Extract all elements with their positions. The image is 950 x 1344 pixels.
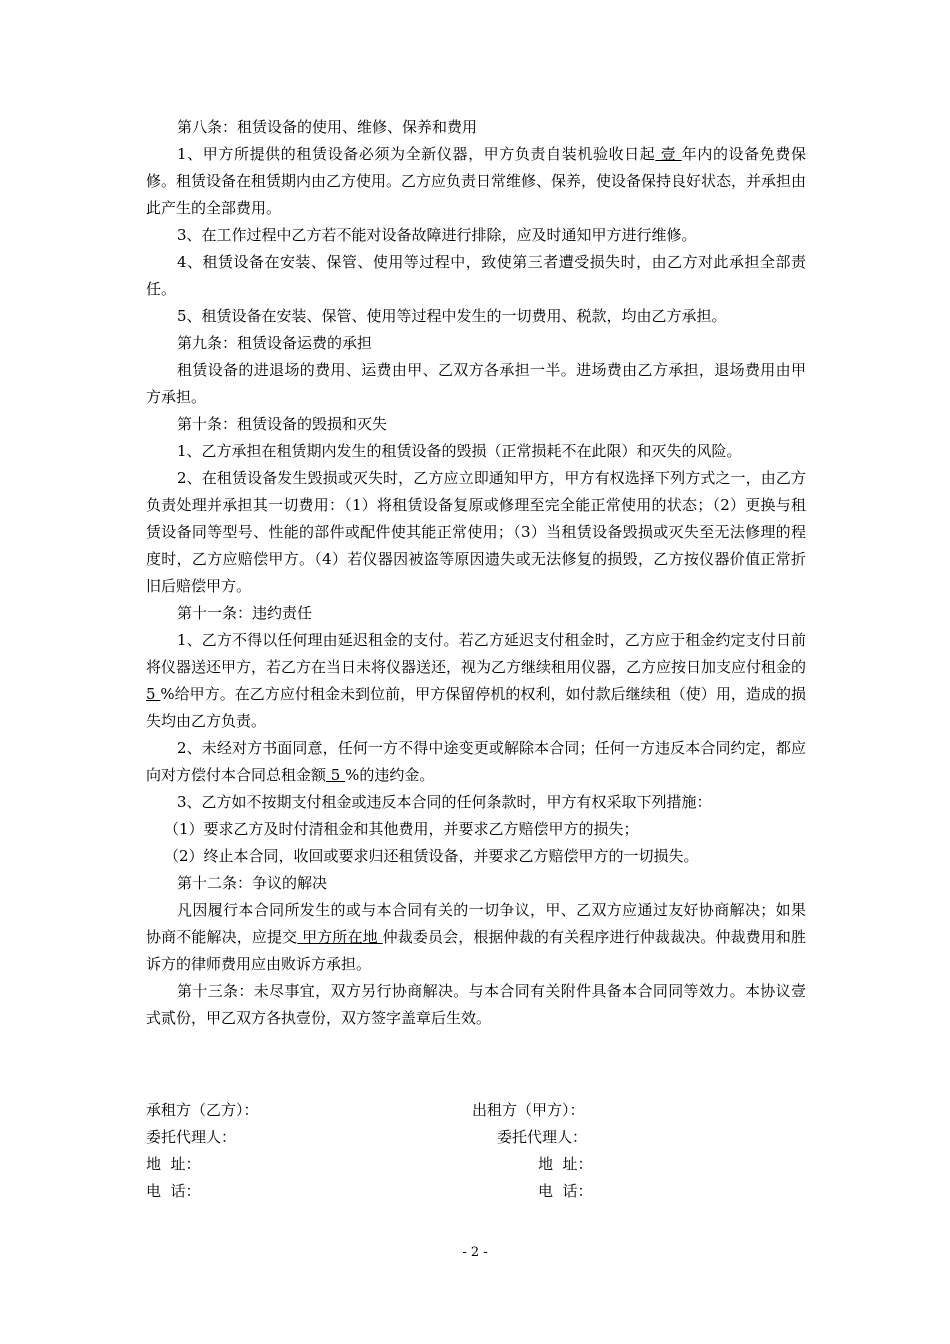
clause-text: 2、未经对方书面同意，任何一方不得中途变更或解除本合同；任何一方违反本合同约定，都应向对方偿付本合同总租金额 (146, 739, 806, 784)
article-11-clause-2 (146, 735, 806, 789)
lessor-signature-block (472, 1097, 593, 1205)
article-8-clause-4: 4、租赁设备在安装、保管、使用等过程中，致使第三者遭受损失时，由乙方对此承担全部责任。 (146, 253, 806, 298)
article-10-title: 第十条：租赁设备的毁损和灭失 (177, 415, 388, 433)
article-11-clause-1 (146, 627, 806, 735)
arbitration-place: 甲方所在地 (297, 928, 383, 946)
article-8-clause-5: 5、租赁设备在安装、保管、使用等过程中发生的一切费用、税款，均由乙方承担。 (177, 307, 727, 325)
clause-text: 年内的设备免费保修。租赁设备在租赁期内由乙方使用。乙方应负责日常维修、保养，使设备保持良好状态，并承担由此产生的全部费用。 (146, 145, 807, 217)
lessee-label: 承租方（乙方）： (146, 1101, 259, 1119)
penalty-rate: 5 (326, 766, 346, 784)
late-fee-rate: 5 (146, 685, 161, 703)
article-8-title: 第八条：租赁设备的使用、维修、保养和费用 (177, 118, 478, 136)
clause-text: 1、甲方所提供的租赁设备必须为全新仪器，甲方负责自装机验收日起 (177, 145, 656, 163)
article-12-title: 第十二条：争议的解决 (177, 874, 328, 892)
clause-text: %给甲方。在乙方应付租金未到位前，甲方保留停机的权利，如付款后继续租（使）用，造成的损失均由乙方负责。 (146, 685, 807, 730)
lessor-address-label: 地 址： (538, 1155, 593, 1173)
lessee-phone-label: 电 话： (146, 1182, 201, 1200)
article-10-clause-1: 1、乙方承担在租赁期内发生的租赁设备的毁损（正常损耗不在此限）和灭失的风险。 (177, 442, 742, 460)
clause-text: 仲裁委员会，根据仲裁的有关程序进行仲裁裁决。仲裁费用和胜诉方的律师费用应由败诉方承担。 (146, 928, 806, 973)
lessor-phone-label: 电 话： (538, 1182, 593, 1200)
contract-body (146, 114, 806, 1032)
article-9-clause-1: 租赁设备的进退场的费用、运费由甲、乙双方各承担一半。进场费由乙方承担，退场费用由甲方承担。 (146, 361, 806, 406)
article-9-title: 第九条：租赁设备运费的承担 (177, 334, 373, 352)
article-10-clause-2: 2、在租赁设备发生毁损或灭失时，乙方应立即通知甲方，甲方有权选择下列方式之一，由乙方负责处理并承担其一切费用：（1）将租赁设备复原或修理至完全能正常使用的状态；（2）更换与租赁设备同等型号、性能的部件或配件使其能正常使用；（3）当租赁设备毁损或灭失至无法修理的程度时，乙方应赔偿甲方。（4）若仪器因被盗等原因遗失或无法修复的损毁，乙方按仪器价值正常折旧后赔偿甲方。 (146, 469, 806, 595)
lessor-label: 出租方（甲方）： (472, 1101, 585, 1119)
clause-text: 1、乙方不得以任何理由延迟租金的支付。若乙方延迟支付租金时，乙方应于租金约定支付日前将仪器送还甲方，若乙方在当日未将仪器送还，视为乙方继续租用仪器，乙方应按日加支应付租金的 (146, 631, 807, 676)
lessee-signature-block (146, 1097, 259, 1205)
article-13: 第十三条：未尽事宜，双方另行协商解决。与本合同有关附件具备本合同同等效力。本协议壹式贰份，甲乙双方各执壹份，双方签字盖章后生效。 (146, 982, 806, 1027)
warranty-years: 壹 (655, 145, 682, 163)
article-8-clause-3: 3、在工作过程中乙方若不能对设备故障进行排除，应及时通知甲方进行维修。 (177, 226, 697, 244)
page-number: - 2 - (462, 1245, 488, 1260)
article-8-clause-1 (146, 141, 806, 222)
lessor-agent-label: 委托代理人： (497, 1128, 588, 1146)
clause-text: %的违约金。 (345, 766, 435, 784)
article-11-clause-3: 3、乙方如不按期支付租金或违反本合同的任何条款时，甲方有权采取下列措施： (177, 793, 712, 811)
clause-text: 凡因履行本合同所发生的或与本合同有关的一切争议，甲、乙双方应通过友好协商解决；如果协商不能解决，应提交 (146, 901, 806, 946)
article-11-title: 第十一条：违约责任 (177, 604, 313, 622)
lessee-agent-label: 委托代理人： (146, 1128, 237, 1146)
article-11-measure-1: （1）要求乙方及时付清租金和其他费用，并要求乙方赔偿甲方的损失； (164, 820, 639, 838)
lessee-address-label: 地 址： (146, 1155, 201, 1173)
article-12-clause-1 (146, 897, 806, 978)
article-11-measure-2: （2）终止本合同，收回或要求归还租赁设备，并要求乙方赔偿甲方的一切损失。 (164, 847, 699, 865)
